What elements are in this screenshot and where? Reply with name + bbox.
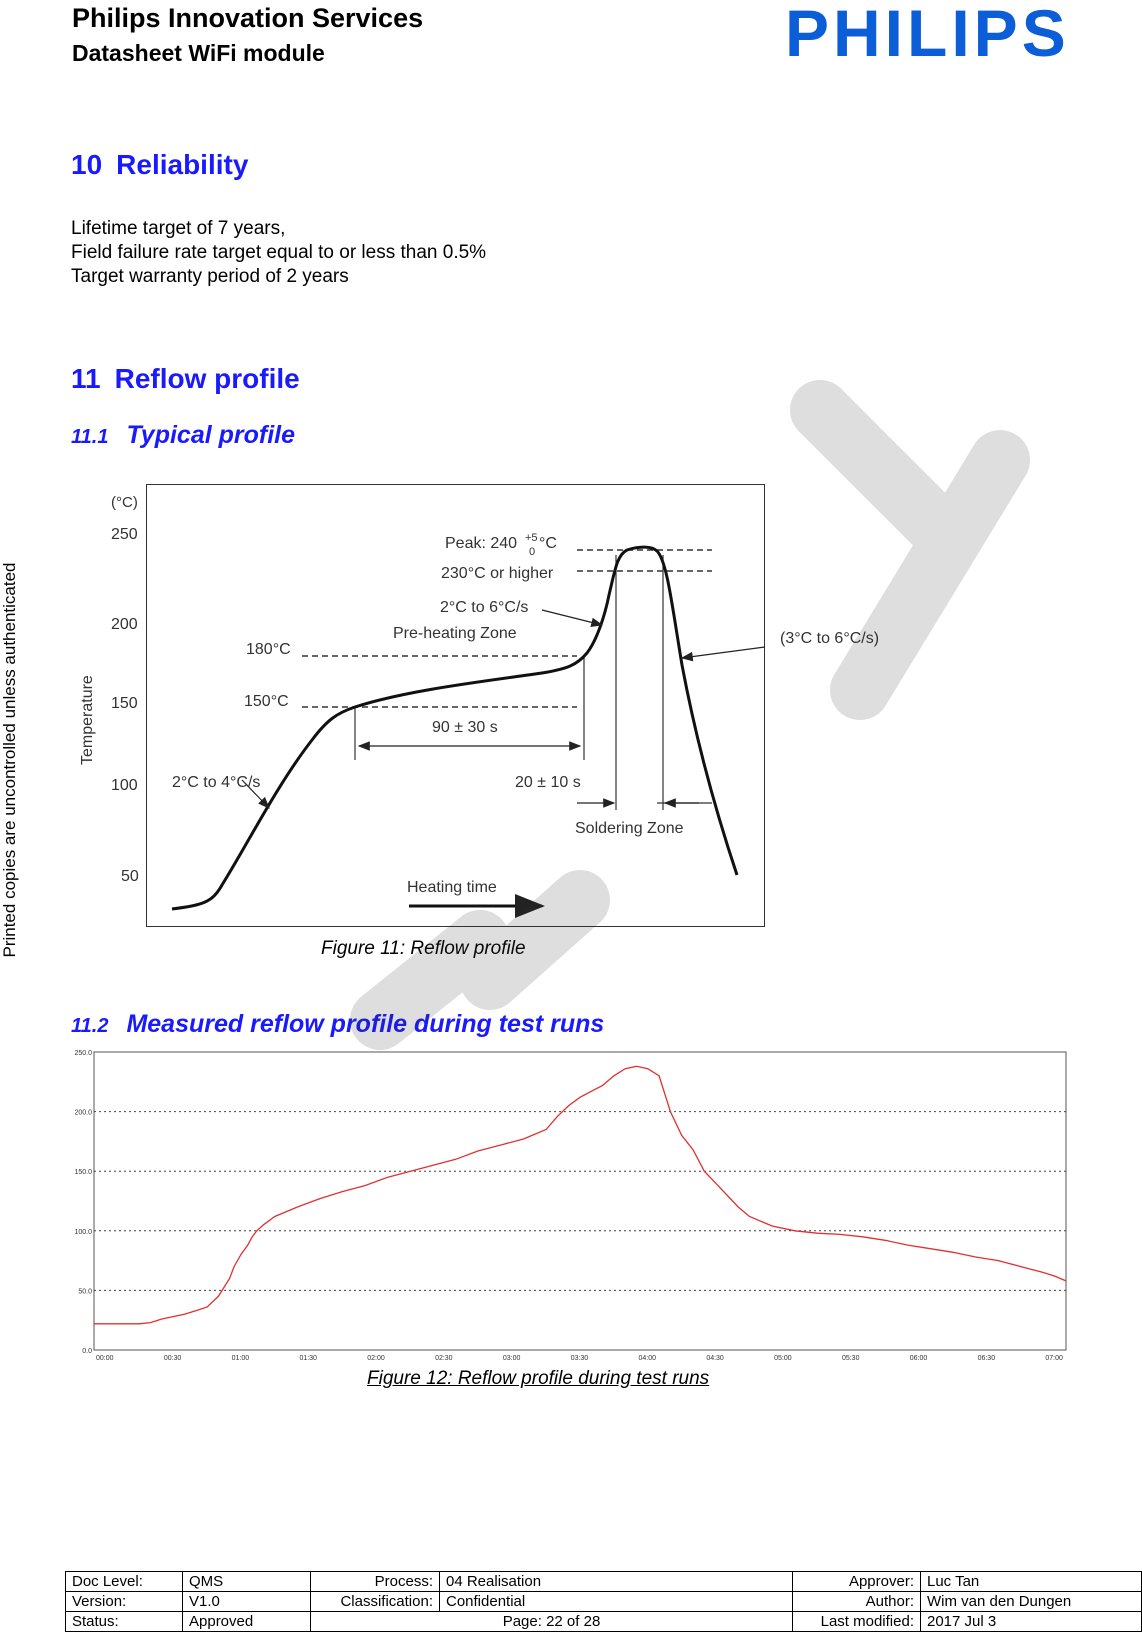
process-value: 04 Realisation bbox=[440, 1572, 793, 1592]
peak-tol-minus: 0 bbox=[529, 546, 536, 558]
x-tick-label: 05:00 bbox=[774, 1355, 792, 1362]
approver-value: Luc Tan bbox=[921, 1572, 1142, 1592]
x-tick-label: 03:30 bbox=[570, 1355, 589, 1362]
section-title: Measured reflow profile during test runs bbox=[126, 1010, 605, 1038]
y-tick-label: 50.0 bbox=[78, 1288, 92, 1296]
version-label: Version: bbox=[66, 1592, 183, 1612]
y-tick-label: 150.0 bbox=[74, 1169, 92, 1177]
figure-11-caption: Figure 11: Reflow profile bbox=[321, 938, 526, 959]
peak-tol-plus: +5 bbox=[525, 532, 538, 544]
y-tick-label: 250.0 bbox=[74, 1050, 92, 1057]
section-11-1-heading bbox=[71, 421, 295, 450]
x-tick-label: 02:30 bbox=[435, 1355, 453, 1362]
company-name: Philips Innovation Services bbox=[72, 3, 424, 33]
y-tick-label: 0.0 bbox=[82, 1348, 92, 1355]
x-tick-label: 05:30 bbox=[841, 1355, 860, 1362]
reliability-text bbox=[71, 217, 486, 289]
y-tick: 50 bbox=[121, 868, 139, 885]
y-tick-label: 100.0 bbox=[74, 1228, 92, 1236]
watermark-stroke bbox=[820, 410, 1000, 690]
x-tick-label: 06:00 bbox=[909, 1355, 928, 1362]
version-value: V1.0 bbox=[183, 1592, 311, 1612]
doc-level-value: QMS bbox=[183, 1572, 311, 1592]
peak-unit: °C bbox=[539, 535, 557, 552]
y-tick-label: 200.0 bbox=[74, 1109, 92, 1117]
status-label: Status: bbox=[66, 1612, 183, 1632]
section-title: Reflow profile bbox=[114, 363, 300, 394]
approver-label: Approver: bbox=[793, 1572, 921, 1592]
solder-time-label: 20 ± 10 s bbox=[515, 774, 581, 791]
author-value: Wim van den Dungen bbox=[921, 1592, 1142, 1612]
figure-12-svg bbox=[74, 1048, 1070, 1364]
x-tick-label: 04:00 bbox=[638, 1355, 657, 1362]
author-label: Author: bbox=[793, 1592, 921, 1612]
section-title: Typical profile bbox=[126, 421, 296, 449]
last-modified-label: Last modified: bbox=[793, 1612, 921, 1632]
x-tick-label: 06:30 bbox=[977, 1355, 996, 1362]
side-note-text: Printed copies are uncontrolled unless authenticated bbox=[0, 562, 19, 958]
figure-12-chart bbox=[74, 1048, 1070, 1364]
document-title: Datasheet WiFi module bbox=[72, 40, 325, 66]
ramp-up-arrow bbox=[542, 610, 602, 625]
section-number: 11 bbox=[71, 363, 101, 394]
document-footer bbox=[65, 1571, 1142, 1632]
y-axis-label: Temperature bbox=[79, 675, 96, 765]
x-axis-label: Heating time bbox=[407, 879, 497, 896]
philips-logo: PHILIPS bbox=[785, 0, 1070, 70]
230-label: 230°C or higher bbox=[441, 565, 554, 582]
classification-value: Confidential bbox=[440, 1592, 793, 1612]
classification-label: Classification: bbox=[311, 1592, 440, 1612]
section-11-2-heading bbox=[71, 1010, 604, 1039]
y-tick: 250 bbox=[111, 526, 138, 543]
unit-label: (°C) bbox=[111, 494, 138, 511]
y-tick: 150 bbox=[111, 695, 138, 712]
status-value: Approved bbox=[183, 1612, 311, 1632]
figure-11-outer-labels bbox=[60, 500, 61, 501]
180-label: 180°C bbox=[246, 641, 291, 658]
x-tick-label: 00:00 bbox=[96, 1355, 114, 1362]
reliability-line: Field failure rate target equal to or less than 0.5% bbox=[71, 242, 487, 263]
preheat-time-label: 90 ± 30 s bbox=[432, 719, 498, 736]
x-tick-label: 04:30 bbox=[706, 1355, 724, 1362]
y-tick: 200 bbox=[111, 616, 138, 633]
cool-down-label: (3°C to 6°C/s) bbox=[780, 630, 880, 647]
x-tick-label: 07:00 bbox=[1045, 1355, 1063, 1362]
figure-12-caption: Figure 12: Reflow profile during test runs bbox=[367, 1368, 710, 1389]
x-tick-label: 01:00 bbox=[231, 1355, 250, 1362]
peak-label: Peak: 240 bbox=[445, 535, 518, 552]
x-tick-label: 03:00 bbox=[502, 1355, 521, 1362]
initial-ramp-label: 2°C to 4°C/s bbox=[172, 774, 261, 791]
figure-11-svg bbox=[79, 485, 764, 926]
reliability-line: Target warranty period of 2 years bbox=[71, 266, 349, 287]
cool-down-arrow bbox=[682, 647, 765, 658]
reliability-line: Lifetime target of 7 years, bbox=[71, 218, 286, 239]
x-tick-label: 00:30 bbox=[163, 1355, 182, 1362]
preheat-zone-label: Pre-heating Zone bbox=[393, 625, 517, 642]
page-number: Page: 22 of 28 bbox=[311, 1612, 793, 1632]
section-number: 10 bbox=[71, 149, 103, 180]
y-tick: 100 bbox=[111, 777, 138, 794]
150-label: 150°C bbox=[244, 693, 289, 710]
section-11-heading bbox=[71, 363, 300, 395]
section-10-heading bbox=[71, 149, 248, 181]
figure-11-chart bbox=[79, 484, 765, 927]
section-number: 11.1 bbox=[71, 426, 109, 448]
x-tick-label: 01:30 bbox=[299, 1355, 317, 1362]
section-number: 11.2 bbox=[71, 1015, 109, 1037]
x-tick-label: 02:00 bbox=[367, 1355, 385, 1362]
solder-zone-label: Soldering Zone bbox=[575, 820, 684, 837]
process-label: Process: bbox=[311, 1572, 440, 1592]
doc-level-label: Doc Level: bbox=[66, 1572, 183, 1592]
last-modified-value: 2017 Jul 3 bbox=[921, 1612, 1142, 1632]
ramp-up-label: 2°C to 6°C/s bbox=[440, 599, 529, 616]
section-title: Reliability bbox=[116, 149, 249, 180]
